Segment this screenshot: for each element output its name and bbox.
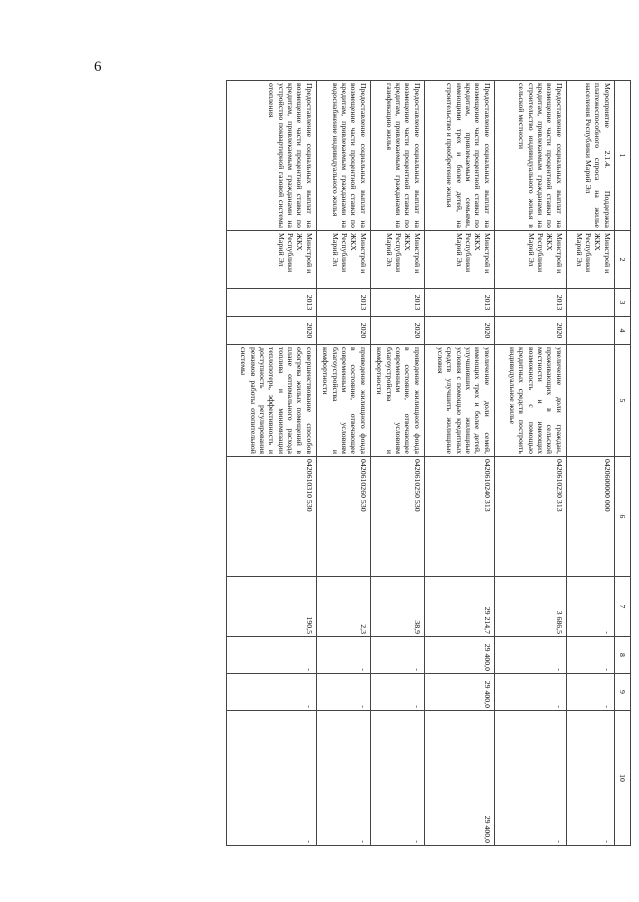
column-header-3: 3: [614, 289, 630, 317]
expected-result: приведение жилищного фонда в состояние, отвечающее современным условиям благоустройства и комфортности: [316, 345, 370, 457]
column-header-10: 10: [614, 711, 630, 846]
value-col8: -: [316, 637, 370, 674]
activity-name: Предоставление социальных выплат на возмещение части процентной ставки по кредитам, привлекаемым гражданами на газификацию жилья: [370, 81, 424, 231]
value-col10: -: [494, 711, 566, 846]
activity-name: Предоставление социальных выплат на возмещение части процентной ставки по кредитам, привлекаемым гражданами на водоснабжение индивидуального жилья: [316, 81, 370, 231]
expected-result: увеличение доли семей, имеющих трех и более детей, улучшивших жилищные условия с помощью кредитных средств улучшить жилищные условия: [424, 345, 494, 457]
activity-name: Предоставление социальных выплат на возмещение части процентной ставки по кредитам, привлекаемым семьями, имеющими трех и более детей, на строительство и приобретение жилья: [424, 81, 494, 231]
responsible-executor: Минстрой и ЖКХ Республики Марий Эл: [370, 231, 424, 289]
column-header-4: 4: [614, 317, 630, 345]
column-header-8: 8: [614, 637, 630, 674]
column-header-7: 7: [614, 577, 630, 637]
rotated-table-container: [126, 80, 631, 845]
start-year: 2013: [424, 289, 494, 317]
start-year: 2013: [370, 289, 424, 317]
column-header-5: 5: [614, 345, 630, 457]
table-row: [226, 81, 316, 846]
value-col10: -: [370, 711, 424, 846]
budget-code: 0420610250 530: [370, 457, 424, 577]
value-col9: 29 400,0: [424, 674, 494, 711]
responsible-executor: Минстрой и ЖКХ Республики Марий Эл: [424, 231, 494, 289]
activity-name: Мероприятие 2.1.4. Поддержка платежеспособного спроса на жилье населения Республики Марий Эл: [566, 81, 614, 231]
table-row: [566, 81, 614, 846]
value-col7: -: [566, 577, 614, 637]
value-col8: 29 400,0: [424, 637, 494, 674]
value-col9: -: [316, 674, 370, 711]
value-col8: -: [226, 637, 316, 674]
end-year: 2020: [226, 317, 316, 345]
responsible-executor: Минстрой и ЖКХ Республики Марий Эл: [226, 231, 316, 289]
value-col7: 2,3: [316, 577, 370, 637]
value-col9: -: [566, 674, 614, 711]
value-col7: 190,5: [226, 577, 316, 637]
expected-result: совершенствование способов обогрева жилых помещений в плане оптимального расхода топлива и минимизации теплопотерь, эффективность и доступность регулирования режимов работы отопительной системы: [226, 345, 316, 457]
program-activities-table: [226, 80, 631, 846]
value-col8: -: [370, 637, 424, 674]
value-col10: -: [226, 711, 316, 846]
column-header-1: 1: [614, 81, 630, 231]
expected-result: увеличение доли граждан, проживающих в сельской местности и имеющих возможность с помощью кредитных средств построить индивидуальное жилье: [494, 345, 566, 457]
value-col9: -: [494, 674, 566, 711]
value-col7: 29 214,7: [424, 577, 494, 637]
value-col10: -: [316, 711, 370, 846]
activity-name: Предоставление социальных выплат на возмещение части процентной ставки по кредитам, привлекаемым гражданами на устройство поквартирной газовой системы отопления: [226, 81, 316, 231]
column-header-6: 6: [614, 457, 630, 577]
value-col7: 3 686,5: [494, 577, 566, 637]
value-col10: 29 400,0: [424, 711, 494, 846]
value-col9: -: [370, 674, 424, 711]
end-year: [566, 317, 614, 345]
responsible-executor: Минстрой и ЖКХ Республики Марий Эл: [316, 231, 370, 289]
expected-result: приведение жилищного фонда в состояние, отвечающее современным условиям благоустройства и комфортности: [370, 345, 424, 457]
start-year: [566, 289, 614, 317]
table-row: [424, 81, 494, 846]
table-row: [316, 81, 370, 846]
value-col9: -: [226, 674, 316, 711]
header-row: [614, 81, 630, 846]
responsible-executor: Минстрой и ЖКХ Республики Марий Эл: [494, 231, 566, 289]
value-col7: 38,9: [370, 577, 424, 637]
start-year: 2013: [316, 289, 370, 317]
budget-code: 0420610230 313: [494, 457, 566, 577]
column-header-2: 2: [614, 231, 630, 289]
start-year: 2013: [226, 289, 316, 317]
end-year: 2020: [424, 317, 494, 345]
table-row: [370, 81, 424, 846]
budget-code: 0420600000 000: [566, 457, 614, 577]
column-header-9: 9: [614, 674, 630, 711]
end-year: 2020: [494, 317, 566, 345]
end-year: 2020: [370, 317, 424, 345]
budget-code: 0420610260 530: [316, 457, 370, 577]
budget-code: 0420610310 530: [226, 457, 316, 577]
page-number: 6: [94, 59, 102, 75]
budget-code: 0420610240 313: [424, 457, 494, 577]
activity-name: Предоставление социальных выплат на возмещение части процентной ставки по кредитам, привлекаемым гражданами на строительство индивидуального жилья в сельской местности: [494, 81, 566, 231]
end-year: 2020: [316, 317, 370, 345]
expected-result: [566, 345, 614, 457]
value-col10: -: [566, 711, 614, 846]
value-col8: -: [566, 637, 614, 674]
value-col8: -: [494, 637, 566, 674]
start-year: 2013: [494, 289, 566, 317]
responsible-executor: Минстрой и ЖКХ Республики Марий Эл: [566, 231, 614, 289]
table-row: [494, 81, 566, 846]
